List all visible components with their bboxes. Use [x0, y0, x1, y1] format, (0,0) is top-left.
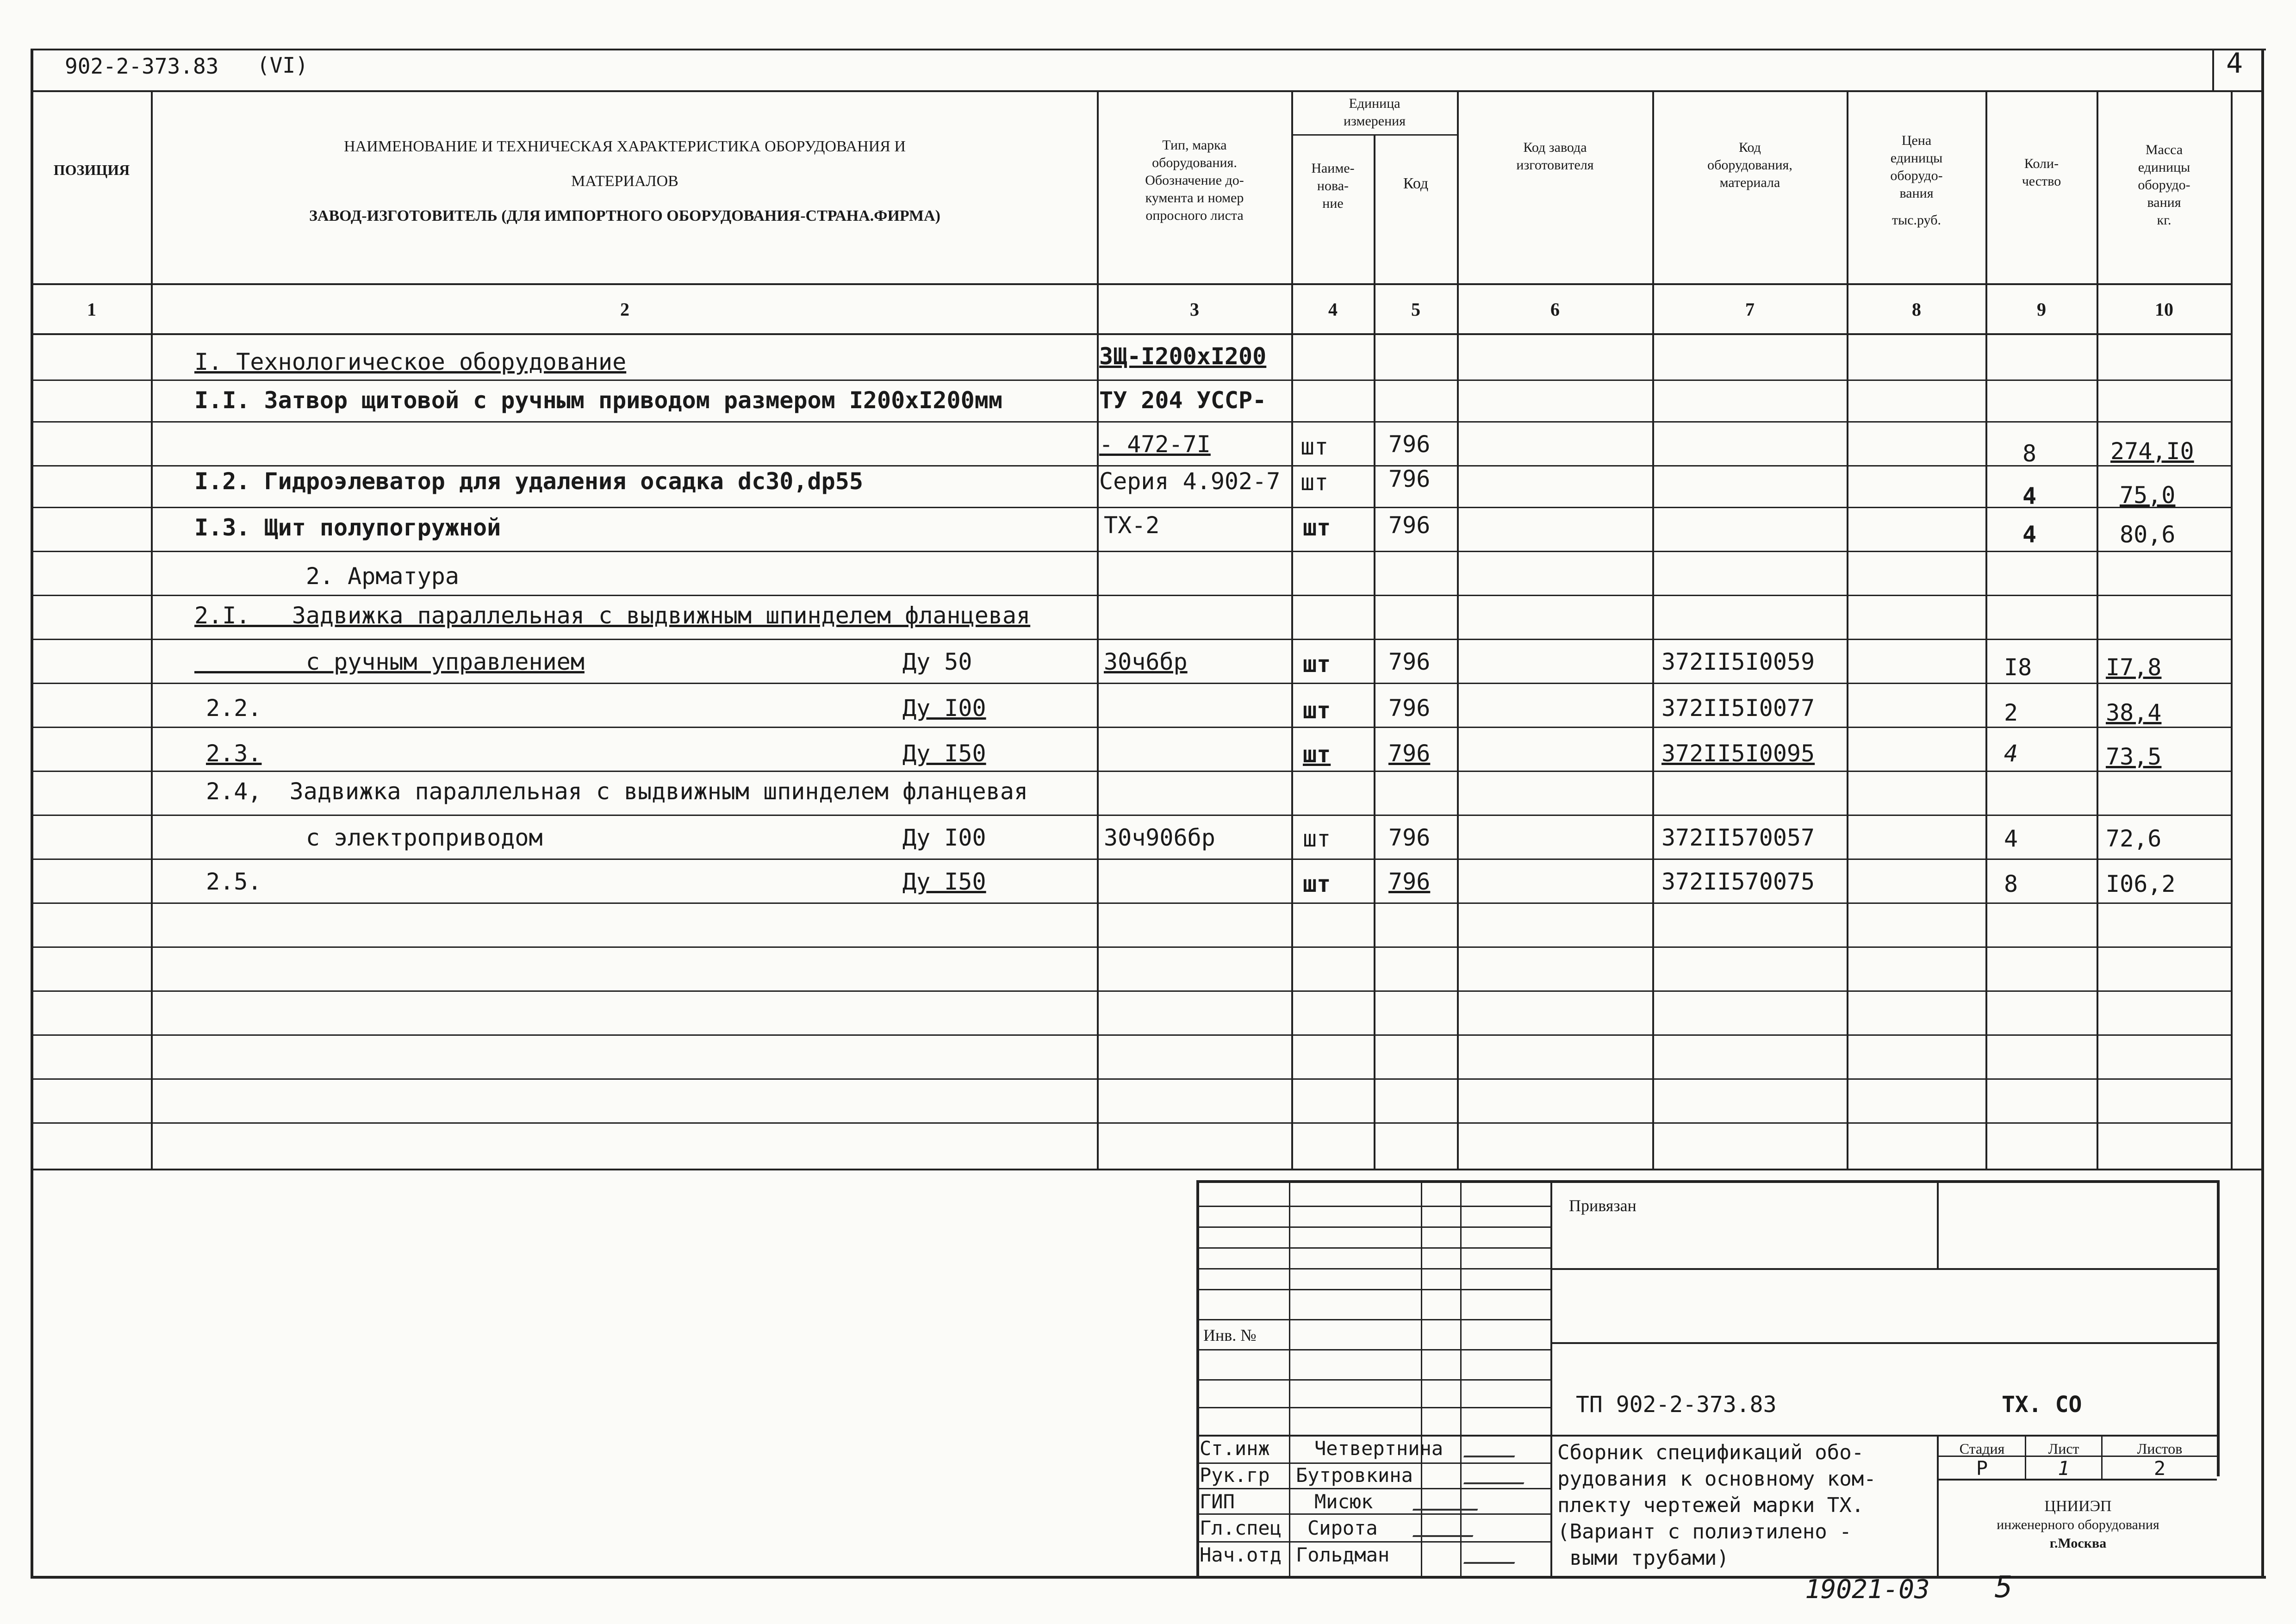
row-4-mass: 80,6 — [2120, 521, 2176, 548]
row-7-unit: шт — [1303, 651, 1331, 678]
colnum-4: 4 — [1328, 299, 1338, 320]
row-11-mass: 72,6 — [2106, 825, 2162, 852]
project-code: ТП 902-2-373.83 — [1576, 1392, 1777, 1418]
row-8-code: 796 — [1388, 695, 1431, 722]
row-11-dn: Ду I00 — [902, 824, 986, 851]
signature-2 — [1412, 1490, 1485, 1511]
colnum-9: 9 — [2037, 299, 2046, 320]
row-8-mass: 38,4 — [2106, 699, 2162, 726]
row-0-type: ЗЩ-I200xI200 — [1099, 343, 1267, 370]
row-12-dn: Ду I50 — [902, 868, 986, 895]
colnum-8: 8 — [1912, 299, 1921, 320]
row-4-qty: 4 — [2022, 521, 2037, 548]
row-9-name: 2.3. — [206, 740, 262, 767]
role-3: Гл.спец — [1200, 1517, 1282, 1539]
colnum-10: 10 — [2155, 299, 2173, 320]
colnum-5: 5 — [1411, 299, 1420, 320]
footer-page: 5 — [1995, 1570, 2013, 1605]
row-11-qty: 4 — [2004, 825, 2018, 852]
header-name-line1: НАИМЕНОВАНИЕ И ТЕХНИЧЕСКАЯ ХАРАКТЕРИСТИКА ОБОРУДОВАНИЯ И — [344, 138, 906, 155]
row-8-name: 2.2. — [206, 695, 262, 722]
row-3-name: I.2. Гидроэлеватор для удаления осадка dc30,dp55 — [194, 468, 863, 495]
row-3-code: 796 — [1388, 466, 1431, 492]
sheets-value: 2 — [2153, 1457, 2166, 1480]
row-9-equip: 372II5I0095 — [1661, 740, 1815, 767]
drawing-mark: ТХ. СО — [2002, 1392, 2082, 1418]
row-11-type: 30ч906бр — [1104, 824, 1215, 851]
row-1-name: I.I. Затвор щитовой с ручным приводом размером I200xI200мм — [194, 387, 1002, 414]
sheet-frame — [31, 49, 2266, 1576]
colnum-6: 6 — [1550, 299, 1560, 320]
header-price: Цена единицы оборудо- вания тыс.руб. — [1890, 133, 1943, 228]
person-4: Гольдман — [1296, 1543, 1390, 1566]
row-11-equip: 372II570057 — [1661, 824, 1815, 851]
header-type: Тип, марка оборудования. Обозначение до- кумента и номер опросного листа — [1145, 137, 1244, 223]
header-unit-name: Наиме- нова- ние — [1311, 161, 1355, 211]
row-3-type: Серия 4.902-7 — [1099, 468, 1281, 495]
role-0: Ст.инж — [1200, 1437, 1270, 1460]
sheets-label: Листов — [2137, 1440, 2183, 1457]
row-7-mass: I7,8 — [2106, 654, 2162, 681]
row-7-dn: Ду 50 — [902, 648, 972, 675]
header-mass: Масса единицы оборудо- вания кг. — [2138, 142, 2190, 228]
doc-code: 902-2-373.83 — [65, 54, 219, 79]
row-8-equip: 372II5I0077 — [1661, 695, 1815, 722]
person-0: Четвертнина — [1314, 1437, 1444, 1460]
row-3-unit: шт — [1300, 469, 1329, 496]
row-0-name: I. Технологическое оборудование — [194, 348, 627, 375]
row-3-mass: 75,0 — [2120, 482, 2176, 509]
signature-3 — [1412, 1517, 1480, 1537]
row-4-code: 796 — [1388, 512, 1431, 539]
person-1: Бутровкина — [1296, 1464, 1413, 1487]
row-11-code: 796 — [1388, 824, 1431, 851]
row-4-type: ТХ-2 — [1104, 512, 1160, 539]
header-name-line3: ЗАВОД-ИЗГОТОВИТЕЛЬ (ДЛЯ ИМПОРТНОГО ОБОРУДОВАНИЯ-СТРАНА.ФИРМА) — [309, 207, 941, 224]
colnum-7: 7 — [1745, 299, 1755, 320]
row-1-type: ТУ 204 УССР- — [1099, 387, 1267, 414]
row-4-name: I.3. Щит полупогружной — [194, 514, 501, 541]
header-plant-code: Код завода изготовителя — [1516, 140, 1594, 173]
row-2-code: 796 — [1388, 431, 1431, 458]
row-8-unit: шт — [1303, 697, 1331, 724]
row-10-name: 2.4, Задвижка параллельная с выдвижным шпинделем фланцевая — [206, 778, 1028, 805]
organization: ЦНИИЭП инженерного оборудования г.Москва — [1997, 1498, 2159, 1551]
row-12-code: 796 — [1388, 868, 1431, 895]
description: Сборник спецификаций обо- рудования к основному ком- плекту чертежей марки ТХ. (Вариант с полиэтилено - выми трубами) — [1557, 1441, 1876, 1570]
header-unit: Единица измерения — [1343, 96, 1406, 129]
signature-0 — [1463, 1437, 1522, 1457]
row-2-mass: 274,I0 — [2110, 438, 2194, 465]
row-12-mass: I06,2 — [2106, 871, 2176, 897]
role-2: ГИП — [1200, 1490, 1235, 1513]
row-12-equip: 372II570075 — [1661, 868, 1815, 895]
row-9-qty: 4 — [2004, 740, 2018, 767]
row-2-qty: 8 — [2022, 440, 2037, 467]
row-6-name: 2.I. Задвижка параллельная с выдвижным шпинделем фланцевая — [194, 602, 1031, 629]
colnum-1: 1 — [87, 299, 96, 320]
row-12-name: 2.5. — [206, 868, 262, 895]
row-2-type: - 472-7I — [1099, 431, 1211, 458]
row-12-unit: шт — [1303, 871, 1331, 897]
row-3-qty: 4 — [2022, 483, 2037, 510]
role-4: Нач.отд — [1200, 1543, 1282, 1566]
colnum-3: 3 — [1190, 299, 1199, 320]
person-3: Сирота — [1307, 1517, 1378, 1539]
header-unit-code: Код — [1403, 175, 1429, 192]
header-equip-code: Код оборудования, материала — [1707, 140, 1792, 190]
signature-4 — [1463, 1543, 1522, 1564]
header-qty: Коли- чество — [2022, 156, 2061, 189]
signature-1 — [1463, 1464, 1531, 1484]
row-7-name: с ручным управлением — [194, 648, 585, 675]
row-7-equip: 372II5I0059 — [1661, 648, 1815, 675]
row-12-qty: 8 — [2004, 871, 2018, 897]
header-position: ПОЗИЦИЯ — [53, 162, 130, 178]
role-1: Рук.гр — [1200, 1464, 1270, 1487]
row-7-type: 30ч6бр — [1104, 648, 1188, 675]
sheet-label: Лист — [2048, 1440, 2079, 1457]
row-9-code: 796 — [1388, 740, 1431, 767]
header-name-line2: МАТЕРИАЛОВ — [571, 173, 678, 190]
inv-no-label: Инв. № — [1203, 1326, 1257, 1344]
row-11-name: с электроприводом — [194, 824, 543, 851]
person-2: Мисюк — [1314, 1490, 1373, 1513]
stage-value: Р — [1976, 1457, 1988, 1480]
colnum-2: 2 — [620, 299, 629, 320]
doc-variant: (VI) — [257, 53, 308, 78]
row-8-qty: 2 — [2004, 699, 2018, 726]
row-8-dn: Ду I00 — [902, 695, 986, 722]
row-9-unit: шт — [1303, 741, 1331, 768]
sheet-corner-number: 4 — [2226, 47, 2243, 80]
row-4-unit: шт — [1303, 514, 1331, 541]
row-5-name: 2. Арматура — [194, 563, 459, 590]
sheet-value: 1 — [2058, 1457, 2070, 1480]
row-7-code: 796 — [1388, 648, 1431, 675]
row-9-mass: 73,5 — [2106, 743, 2162, 770]
stage-label: Стадия — [1959, 1440, 2005, 1457]
privyazan-label: Привязан — [1569, 1196, 1636, 1215]
row-7-qty: I8 — [2004, 654, 2032, 681]
row-11-unit: шт — [1303, 825, 1331, 852]
row-2-unit: шт — [1300, 433, 1329, 460]
footer-number: 19021-03 — [1805, 1574, 1930, 1605]
row-9-dn: Ду I50 — [902, 740, 986, 767]
